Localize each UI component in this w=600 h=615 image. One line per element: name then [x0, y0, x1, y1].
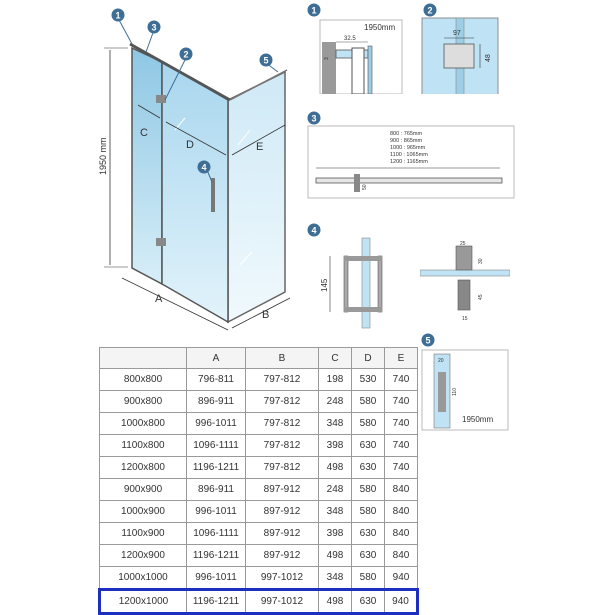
- table-cell: 740: [385, 457, 418, 479]
- table-header-row: [100, 348, 418, 369]
- table-cell: 630: [352, 457, 385, 479]
- shower-iso-drawing: [0, 0, 310, 340]
- table-cell: 1096-1111: [187, 523, 246, 545]
- dimension-table: [98, 347, 419, 615]
- table-cell: 897-912: [246, 545, 319, 567]
- detail4-low-text: 45: [478, 294, 484, 300]
- table-cell: 797-812: [246, 435, 319, 457]
- detail4-mid-text: 30: [478, 258, 484, 264]
- table-cell: 797-812: [246, 413, 319, 435]
- detail3-size-0: 800 : 765mm: [390, 131, 423, 137]
- handle: [211, 178, 215, 212]
- hinge-top: [156, 95, 166, 103]
- table-header: C: [319, 348, 352, 369]
- row-size-cell: 1000x1000: [100, 567, 187, 590]
- table-cell: 580: [352, 501, 385, 523]
- table-cell: 398: [319, 523, 352, 545]
- table-cell: 897-912: [246, 479, 319, 501]
- detail5-top-text: 20: [438, 358, 444, 364]
- svg-text:1: 1: [311, 5, 317, 16]
- table-cell: 348: [319, 501, 352, 523]
- table-cell: 630: [352, 545, 385, 567]
- table-row: [100, 479, 418, 501]
- table-row: [100, 391, 418, 413]
- svg-text:4: 4: [311, 225, 317, 236]
- fixed-panel-c: [132, 48, 162, 284]
- table-cell: 797-812: [246, 457, 319, 479]
- table-cell: 198: [319, 369, 352, 391]
- dim-label-a: A: [155, 293, 163, 305]
- dim-label-b: B: [262, 309, 270, 321]
- row-size-cell: 1200x1000: [100, 590, 187, 614]
- detail-1: [306, 2, 406, 94]
- table-cell: 840: [385, 545, 418, 567]
- table-cell: 580: [352, 413, 385, 435]
- detail-5: [420, 332, 520, 432]
- table-cell: 498: [319, 545, 352, 567]
- table-row: [100, 413, 418, 435]
- table-cell: 997-1012: [246, 590, 319, 614]
- table-cell: 630: [352, 435, 385, 457]
- table-cell: 740: [385, 369, 418, 391]
- row-size-cell: 1100x800: [100, 435, 187, 457]
- table-cell: 840: [385, 523, 418, 545]
- svg-text:3: 3: [311, 113, 317, 124]
- height-dimension-label: 1950 mm: [98, 137, 108, 175]
- row-size-cell: 1200x900: [100, 545, 187, 567]
- table-cell: 997-1012: [246, 567, 319, 590]
- table-cell: 840: [385, 501, 418, 523]
- table-cell: 897-912: [246, 523, 319, 545]
- row-size-cell: 800x800: [100, 369, 187, 391]
- table-row: [100, 545, 418, 567]
- dim-label-c: C: [140, 127, 148, 139]
- detail1-height-text: 1950mm: [364, 23, 396, 32]
- callout-2: [180, 48, 193, 61]
- detail5-side-text: 110: [452, 388, 458, 396]
- table-cell: 248: [319, 391, 352, 413]
- table-cell: 996-1011: [187, 501, 246, 523]
- table-cell: 896-911: [187, 479, 246, 501]
- table-cell: 1096-1111: [187, 435, 246, 457]
- table-row: [100, 369, 418, 391]
- table-cell: 996-1011: [187, 413, 246, 435]
- table-cell: 580: [352, 479, 385, 501]
- detail3-size-4: 1200 : 1165mm: [390, 159, 428, 165]
- table-cell: 940: [385, 590, 418, 614]
- table-header: E: [385, 348, 418, 369]
- table-cell: 1196-1211: [187, 590, 246, 614]
- detail-2: [420, 2, 520, 94]
- table-cell: 348: [319, 413, 352, 435]
- detail-4-section: [420, 240, 510, 330]
- detail-3: [306, 110, 516, 200]
- table-cell: 797-812: [246, 369, 319, 391]
- table-cell: 740: [385, 413, 418, 435]
- table-header: A: [187, 348, 246, 369]
- svg-text:5: 5: [263, 55, 269, 66]
- table-header: [100, 348, 187, 369]
- detail3-small-text: 50: [362, 184, 368, 190]
- table-cell: 630: [352, 523, 385, 545]
- svg-text:3: 3: [151, 22, 157, 33]
- door-panel-d: [162, 62, 228, 322]
- table-row: [100, 590, 418, 614]
- table-cell: 580: [352, 391, 385, 413]
- table-header: B: [246, 348, 319, 369]
- table-cell: 740: [385, 435, 418, 457]
- table-cell: 740: [385, 391, 418, 413]
- callout-5: [260, 54, 273, 67]
- row-size-cell: 900x800: [100, 391, 187, 413]
- table-cell: 940: [385, 567, 418, 590]
- row-size-cell: 1000x800: [100, 413, 187, 435]
- detail3-size-3: 1100 : 1065mm: [390, 152, 428, 158]
- detail4-top-text: 25: [460, 241, 466, 247]
- table-cell: 840: [385, 479, 418, 501]
- detail5-height-text: 1950mm: [462, 415, 494, 424]
- detail2-width-text: 97: [453, 30, 461, 37]
- table-row: [100, 523, 418, 545]
- side-panel-e: [228, 72, 285, 322]
- detail1-width-text: 32.5: [344, 36, 356, 42]
- table-row: [100, 567, 418, 590]
- row-size-cell: 1100x900: [100, 523, 187, 545]
- detail-4: [306, 222, 411, 330]
- dim-label-e: E: [256, 141, 264, 153]
- detail3-size-1: 900 : 865mm: [390, 138, 423, 144]
- table-cell: 996-1011: [187, 567, 246, 590]
- table-cell: 1196-1211: [187, 545, 246, 567]
- detail4-handle-text: 145: [320, 278, 329, 292]
- table-cell: 398: [319, 435, 352, 457]
- detail4-bot-text: 15: [462, 316, 468, 322]
- table-cell: 897-912: [246, 501, 319, 523]
- table-cell: 498: [319, 590, 352, 614]
- table-row: [100, 435, 418, 457]
- svg-text:2: 2: [183, 49, 189, 60]
- detail1-side-text: 3: [324, 57, 330, 60]
- table-row: [100, 457, 418, 479]
- svg-text:5: 5: [425, 335, 431, 346]
- callout-1: [112, 9, 125, 22]
- svg-text:1: 1: [115, 10, 121, 21]
- table-cell: 896-911: [187, 391, 246, 413]
- detail3-size-2: 1000 : 965mm: [390, 145, 426, 151]
- table-cell: 530: [352, 369, 385, 391]
- table-cell: 498: [319, 457, 352, 479]
- callout-3: [148, 21, 161, 34]
- svg-text:4: 4: [201, 162, 207, 173]
- table-cell: 796-811: [187, 369, 246, 391]
- table-cell: 630: [352, 590, 385, 614]
- row-size-cell: 1200x800: [100, 457, 187, 479]
- detail2-height-text: 48: [485, 54, 492, 62]
- svg-text:2: 2: [427, 5, 433, 16]
- table-header: D: [352, 348, 385, 369]
- callout-4: [198, 161, 211, 174]
- table-cell: 580: [352, 567, 385, 590]
- table-cell: 1196-1211: [187, 457, 246, 479]
- dim-label-d: D: [186, 139, 194, 151]
- table-cell: 248: [319, 479, 352, 501]
- hinge-bottom: [156, 238, 166, 246]
- table-row: [100, 501, 418, 523]
- row-size-cell: 1000x900: [100, 501, 187, 523]
- table-cell: 348: [319, 567, 352, 590]
- row-size-cell: 900x900: [100, 479, 187, 501]
- table-cell: 797-812: [246, 391, 319, 413]
